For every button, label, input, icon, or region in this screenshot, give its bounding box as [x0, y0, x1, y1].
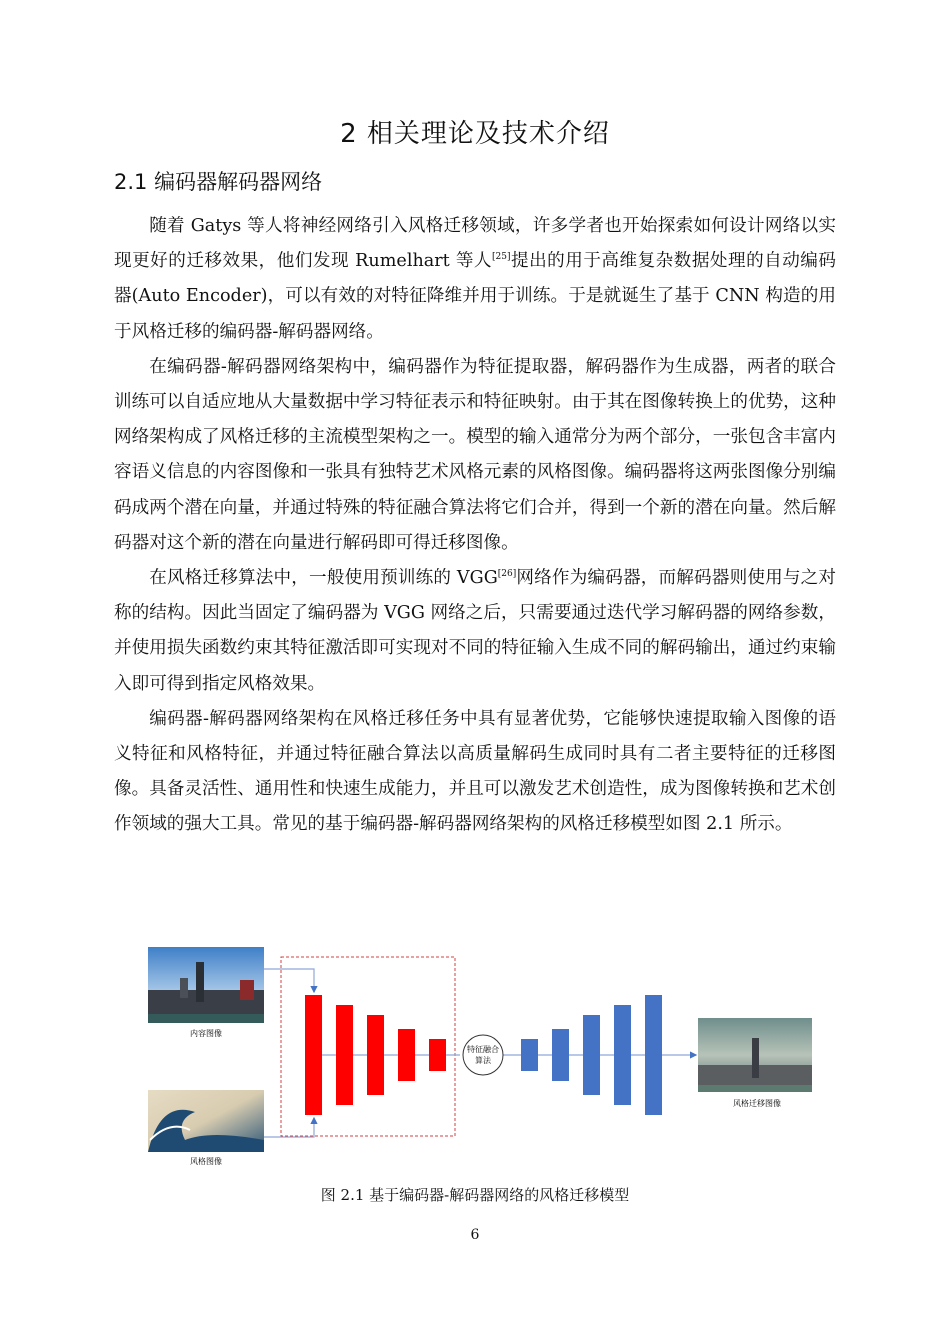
decoder-layer: [645, 995, 662, 1115]
text: 在风格迁移算法中，一般使用预训练的 VGG: [149, 568, 498, 589]
fusion-label-2: 算法: [475, 1056, 491, 1065]
encoder-layer: [398, 1029, 415, 1081]
encoder-layer: [305, 995, 322, 1115]
decoder-layer: [614, 1005, 631, 1105]
page-number: 6: [470, 1227, 480, 1243]
figure-caption: 图 2.1 基于编码器-解码器网络的风格迁移模型: [320, 1186, 630, 1204]
style-image-label: 风格图像: [190, 1157, 222, 1166]
content-image-label: 内容图像: [190, 1029, 222, 1038]
encoder-layer: [429, 1039, 446, 1071]
content-image: [148, 947, 264, 1023]
decoder-layer: [552, 1029, 569, 1081]
arrow: [264, 969, 314, 992]
citation: [26]: [497, 569, 517, 580]
decoder-layer: [521, 1039, 538, 1071]
text: 编码器-解码器网络架构在风格迁移任务中具有显著优势，它能够快速提取输入图像的语义特征和风格特征，并通过特征融合算法以高质量解码生成同时具有二者主要特征的迁移图像。具备灵活性、通用性和快速生成能力，并且可以激发艺术创造性，成为图像转换和艺术创作领域的强大工具。常见的基于编码器-解码器网络架构的风格迁移模型如图 2.1 所示。: [114, 708, 836, 835]
output-image: [698, 1018, 812, 1092]
text: 随着 Gatys 等人将神经网络引入风格迁移领域，许多学者也开始探索如何设计网络以实现更好的迁移效果，他们发现 Rumelhart 等人: [114, 216, 836, 272]
chapter-title: 2 相关理论及技术介绍: [340, 119, 610, 149]
encoder-layer: [367, 1015, 384, 1095]
citation: [25]: [492, 252, 511, 263]
encoder-layer: [336, 1005, 353, 1105]
arrow: [264, 1118, 314, 1137]
text: 提出的用于高维复杂数据处理的自动编码器(Auto Encoder)，可以有效的对特征降维并用于训练。于是就诞生了基于 CNN 构造的用于风格迁移的编码器-解码器网络。: [114, 251, 836, 342]
text: 网络作为编码器，而解码器则使用与之对称的结构。因此当固定了编码器为 VGG 网络之后，只需要通过迭代学习解码器的网络参数，并使用损失函数约束其特征激活即可实现对不同的特征输入生成不同的解码输出，通过约束输入即可得到指定风格效果。: [114, 568, 836, 694]
section-title: 2.1 编码器解码器网络: [114, 170, 323, 194]
output-image-label: 风格迁移图像: [733, 1099, 781, 1108]
style-image: [148, 1090, 264, 1152]
fusion-node: [463, 1035, 503, 1075]
text: 在编码器-解码器网络架构中，编码器作为特征提取器，解码器作为生成器，两者的联合训练可以自适应地从大量数据中学习特征表示和特征映射。由于其在图像转换上的优势，这种网络架构成了风格迁移的主流模型架构之一。模型的输入通常分为两个部分，一张包含丰富内容语义信息的内容图像和一张具有独特艺术风格元素的风格图像。编码器将这两张图像分别编码成两个潜在向量，并通过特殊的特征融合算法将它们合并，得到一个新的潜在向量。然后解码器对这个新的潜在向量进行解码即可得迁移图像。: [114, 356, 836, 553]
decoder-layer: [583, 1015, 600, 1095]
fusion-label-1: 特征融合: [467, 1045, 499, 1054]
